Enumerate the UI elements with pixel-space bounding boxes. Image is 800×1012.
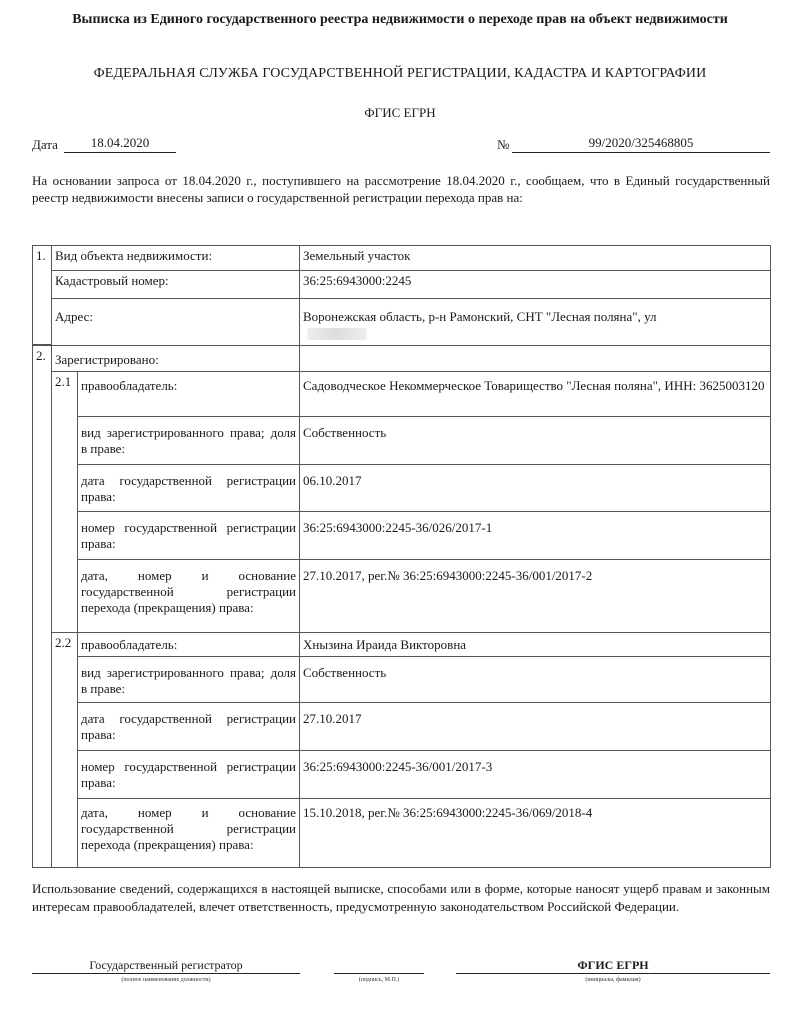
system-name: ФГИС ЕГРН <box>364 105 436 120</box>
registration-number-value: 36:25:6943000:2245-36/001/2017-3 <box>299 750 771 799</box>
right-type-value: Собственность <box>299 656 771 703</box>
row-number: 1. <box>32 245 52 345</box>
holder-label: правообладатель: <box>77 371 300 417</box>
registered-value-empty <box>299 345 771 372</box>
liability-notice: Использование сведений, содержащихся в настоящей выписке, способами или в форме, которые наносят ущерб правам и законным интересам правообладателей, влечет ответственность, предусмотренную законодательством Российской Федерации. <box>32 881 770 914</box>
registration-number-label: номер государственной регистрации права: <box>77 750 300 799</box>
registration-date-label: дата государственной регистрации права: <box>77 464 300 512</box>
right-type-label: вид зарегистрированного права; доля в праве: <box>77 656 300 703</box>
registrar-position: Государственный регистратор <box>32 958 300 974</box>
holder-value: Садоводческое Некоммерческое Товарищество "Лесная поляна", ИНН: 3625003120 <box>299 371 771 417</box>
signature-line <box>334 958 424 974</box>
sub-row-number: 2.1 <box>51 371 78 633</box>
signature-caption: (подпись, М.П.) <box>358 977 400 983</box>
cadastral-value: 36:25:6943000:2245 <box>299 270 771 299</box>
registered-label: Зарегистрировано: <box>51 345 300 372</box>
transfer-value: 27.10.2017, рег.№ 36:25:6943000:2245-36/001/2017-2 <box>299 559 771 633</box>
object-type-label: Вид объекта недвижимости: <box>51 245 300 271</box>
intro-paragraph: На основании запроса от 18.04.2020 г., поступившего на рассмотрение 18.04.2020 г., сообщаем, что в Единый государственный реестр недвижимости внесены записи о государственной регистрации перехода прав на: <box>32 173 770 205</box>
signer-name: ФГИС ЕГРН <box>456 958 770 974</box>
number-value: 99/2020/325468805 <box>512 135 770 153</box>
number-label: № <box>497 137 510 152</box>
signer-caption: (инициалы, фамилия) <box>585 977 641 983</box>
right-type-value: Собственность <box>299 416 771 465</box>
registration-number-value: 36:25:6943000:2245-36/026/2017-1 <box>299 511 771 560</box>
holder-value: Хнызина Ираида Викторовна <box>299 632 771 657</box>
registration-date-value: 06.10.2017 <box>299 464 771 512</box>
transfer-label: дата, номер и основание государственной регистрации перехода (прекращения) права: <box>77 559 300 633</box>
redacted-mark <box>307 328 367 340</box>
document-title: Выписка из Единого государственного реестра недвижимости о переходе прав на объект недвижимости <box>72 12 728 27</box>
cadastral-label: Кадастровый номер: <box>51 270 300 299</box>
object-type-value: Земельный участок <box>299 245 771 271</box>
address-value: Воронежская область, р-н Рамонский, СНТ "Лесная поляна", ул <box>303 309 657 324</box>
right-type-label: вид зарегистрированного права; доля в праве: <box>77 416 300 465</box>
registration-date-value: 27.10.2017 <box>299 702 771 751</box>
address-label: Адрес: <box>51 298 300 346</box>
transfer-value: 15.10.2018, рег.№ 36:25:6943000:2245-36/069/2018-4 <box>299 798 771 868</box>
holder-label: правообладатель: <box>77 632 300 657</box>
registration-date-label: дата государственной регистрации права: <box>77 702 300 751</box>
agency-name: ФЕДЕРАЛЬНАЯ СЛУЖБА ГОСУДАРСТВЕННОЙ РЕГИСТРАЦИИ, КАДАСТРА И КАРТОГРАФИИ <box>93 66 707 81</box>
rights-table <box>32 245 771 868</box>
row-number: 2. <box>32 345 52 868</box>
sub-row-number: 2.2 <box>51 632 78 868</box>
date-value: 18.04.2020 <box>64 135 176 153</box>
registrar-caption: (полное наименование должности) <box>121 977 211 983</box>
registration-number-label: номер государственной регистрации права: <box>77 511 300 560</box>
date-label: Дата <box>32 137 58 152</box>
address-cell <box>299 298 771 346</box>
transfer-label: дата, номер и основание государственной регистрации перехода (прекращения) права: <box>77 798 300 868</box>
